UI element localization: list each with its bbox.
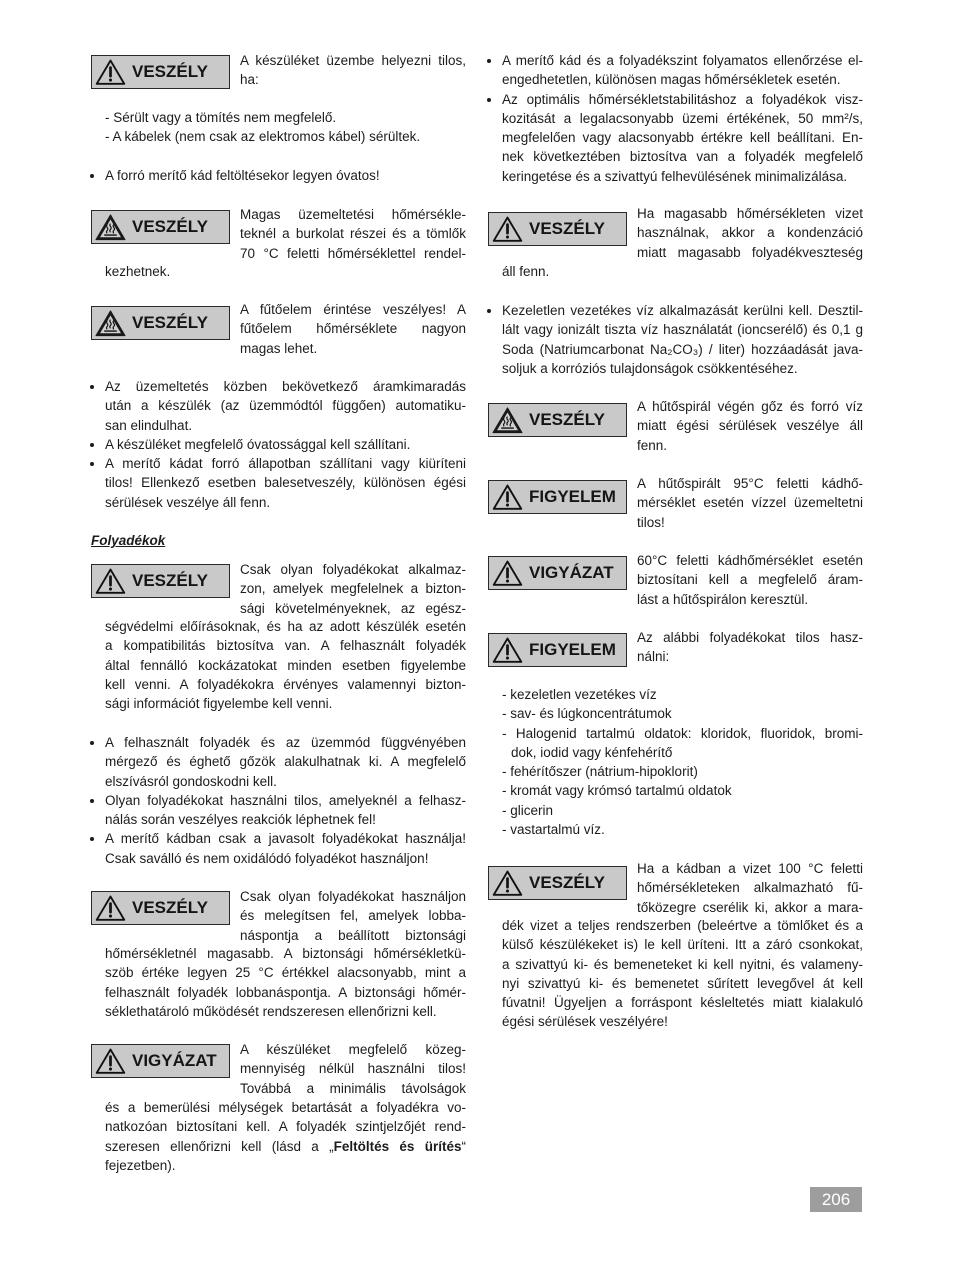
chapter-reference: Feltöltés és ürítés bbox=[333, 1138, 462, 1154]
text-line: és melegítsen fel, amelyek lobba- bbox=[240, 908, 466, 924]
text-line: hőmérsékletnél magasabb. A biztonsági hőmérsékletkü- bbox=[105, 946, 466, 961]
text-line: biztosítani kell a megfelelő áram- bbox=[637, 572, 863, 588]
hot-surface-icon bbox=[95, 213, 126, 241]
danger-text-continued bbox=[502, 916, 863, 1032]
text-line: Ha magasabb hőmérsékleten vizet bbox=[637, 206, 863, 221]
text-line: dék vizet a teljes rendszerben (beleértve a tömlőket és a bbox=[502, 918, 863, 933]
danger-label-text: VESZÉLY bbox=[132, 571, 208, 590]
notice-text bbox=[637, 628, 863, 667]
text-line: mérséklet esetén vízzel üzemeltetni bbox=[637, 495, 863, 511]
danger-label-text: VESZÉLY bbox=[132, 313, 208, 332]
text-line: lált vagy ionizált tiszta víz használatát (ioncserélő) és 0,1 g bbox=[502, 322, 863, 338]
list-item bbox=[502, 762, 863, 781]
danger-label-text: VESZÉLY bbox=[529, 410, 605, 429]
text-line: ségvédelmi előírásoknak, és ha az adott készülék esetén bbox=[105, 619, 466, 634]
text-line: tőközegre cserélik ki, akkor a mara- bbox=[637, 899, 863, 915]
text-line: külső készülékeket is) le kell üríteni. Itt a záró csonkokat, bbox=[502, 937, 863, 953]
warning-icon bbox=[492, 869, 523, 897]
bullet-item bbox=[105, 454, 466, 512]
list-item bbox=[502, 781, 863, 800]
text-line: - glicerin bbox=[502, 802, 554, 818]
warning-icon bbox=[492, 215, 523, 243]
text-line: Az alábbi folyadékokat tilos hasz- bbox=[637, 630, 863, 645]
text-line: - sav- és lúgkoncentrátumok bbox=[502, 706, 672, 722]
text-line: kell venni. A folyadékokra érvényes valamennyi bizton- bbox=[105, 676, 466, 692]
danger-text bbox=[240, 887, 466, 945]
list-item bbox=[502, 801, 863, 820]
warning-icon bbox=[492, 636, 523, 664]
text-line: Csak saválló és nem oxidálódó folyadékot használjon! bbox=[105, 850, 429, 866]
text-line: - kromát vagy krómsó tartalmú oldatok bbox=[502, 783, 732, 799]
text-line: - kezeletlen vezetékes víz bbox=[502, 687, 657, 702]
bullet-item bbox=[502, 90, 863, 186]
text-line: a szivattyú ki- és bemeneteket ki kell nyitni, és valameny- bbox=[502, 956, 863, 972]
danger-text-continued bbox=[105, 262, 466, 281]
warning-icon bbox=[95, 567, 126, 595]
danger-text-continued bbox=[502, 262, 863, 281]
list-item bbox=[105, 108, 466, 127]
warning-icon bbox=[95, 1047, 126, 1075]
text-line: égési sérülések veszélyére! bbox=[502, 1014, 668, 1030]
text-line: sérülések veszélye áll fenn. bbox=[105, 494, 271, 510]
text-line: - Sérült vagy a tömítés nem megfelelő. bbox=[105, 110, 337, 125]
text-line: - A kábelek (nem csak az elektromos kábel) sérültek. bbox=[105, 129, 421, 145]
text-line: zon, amelyek megfelelnek a bizton- bbox=[240, 581, 466, 597]
text-line: san elindulhat. bbox=[105, 417, 193, 433]
bullet-list bbox=[488, 301, 863, 378]
text-line: felhasznált folyadék lobbanáspontja. A biztonsági hőmér- bbox=[105, 984, 466, 1000]
notice-label bbox=[488, 480, 627, 514]
text-line: keringetése és a szivattyú felhevülésének minimalizálása. bbox=[502, 168, 848, 184]
hot-surface-icon bbox=[492, 406, 523, 434]
text-line: A készüléket megfelelő közeg- bbox=[240, 1042, 466, 1057]
text-line: elszívásról gondoskodni kell. bbox=[105, 773, 277, 789]
text-line: mérgező és éghető gőzök alakulhatnak ki. A megfelelő bbox=[105, 754, 466, 770]
danger-text bbox=[240, 560, 466, 618]
text-line: kezhetnek. bbox=[105, 264, 171, 279]
list-item bbox=[502, 704, 863, 723]
text-line: áll fenn. bbox=[502, 264, 550, 279]
bullet-item bbox=[105, 733, 466, 791]
text-line: 70 °C feletti hőmérséklettel rendel- bbox=[240, 245, 466, 261]
text-line: Soda (Natriumcarbonat Na₂CO₃) / liter) hozzáadását java- bbox=[502, 341, 863, 357]
bullet-item bbox=[105, 377, 466, 435]
danger-text-continued bbox=[105, 944, 466, 1021]
bullet-item bbox=[105, 166, 466, 185]
danger-label bbox=[91, 306, 230, 340]
text-line: és a bemerülési mélységek betartását a folyadékra vo- bbox=[105, 1100, 466, 1115]
bullet-item bbox=[105, 791, 466, 830]
caution-label bbox=[91, 1044, 230, 1078]
caution-label-text: VIGYÁZAT bbox=[529, 563, 614, 582]
list-item bbox=[105, 127, 466, 146]
caution-label bbox=[488, 556, 627, 590]
text-line: - vastartalmú víz. bbox=[502, 822, 605, 838]
text-line: • Az optimális hőmérsékletstabilitáshoz a folyadékok visz- bbox=[502, 91, 863, 107]
text-line: • A készüléket megfelelő óvatossággal kell szállítani. bbox=[105, 436, 411, 452]
danger-label-text: VESZÉLY bbox=[132, 62, 208, 81]
danger-label-text: VESZÉLY bbox=[132, 217, 208, 236]
text-line: mennyiség nélkül használni tilos! bbox=[240, 1061, 466, 1077]
text-line: kozitását a legalacsonyabb üzemi értékének, 50 mm²/s, bbox=[502, 110, 863, 126]
notice-label-text: FIGYELEM bbox=[529, 487, 616, 506]
text-line: engedhetetlen, különösen magas hőmérsékletek esetén. bbox=[502, 72, 841, 88]
bullet-item bbox=[502, 301, 863, 378]
bullet-item bbox=[105, 829, 466, 868]
text-line: tilos! Ellenkező esetben balesetveszély, különösen égési bbox=[105, 475, 466, 491]
text-line: Ha a kádban a vizet 100 °C feletti bbox=[637, 861, 863, 876]
text-line: séklethatároló működését rendszeresen ellenőrizni kell. bbox=[105, 1003, 437, 1019]
danger-label bbox=[91, 564, 230, 598]
bullet-list bbox=[91, 733, 466, 868]
warning-icon bbox=[492, 559, 523, 587]
list-item bbox=[502, 724, 863, 763]
text-line: által fennálló kockázatokat minden esetben figyelembe bbox=[105, 657, 466, 673]
text-line: miatt égési sérülések veszélye áll bbox=[637, 418, 863, 434]
text-line: • A merítő kád és a folyadékszint folyamatos ellenőrzése el- bbox=[502, 53, 863, 68]
bullet-list bbox=[91, 166, 466, 185]
danger-label bbox=[91, 891, 230, 925]
danger-text bbox=[637, 204, 863, 262]
text-line: magas lehet. bbox=[240, 340, 318, 356]
text-line: miatt magasabb folyadékveszteség bbox=[637, 244, 863, 260]
text-line: • Kezeletlen vezetékes víz alkalmazását kerülni kell. Desztil- bbox=[502, 303, 863, 318]
text-segment: “ bbox=[461, 1138, 466, 1154]
forbidden-liquids-list bbox=[502, 685, 863, 839]
danger-text-continued bbox=[105, 617, 466, 713]
bullet-item bbox=[105, 435, 466, 454]
text-line: hőmérsékleteken alkalmazható fű- bbox=[637, 880, 863, 896]
text-line: sági információt figyelembe kell venni. bbox=[105, 696, 333, 712]
text-line: • A forró merítő kád feltöltésekor legyen óvatos! bbox=[105, 168, 380, 183]
text-line: után a készülék (az üzemmódtól függően) automatiku- bbox=[105, 398, 466, 414]
text-line: 60°C feletti kádhőmérséklet esetén bbox=[637, 553, 863, 568]
text-line: fúvatni! Ügyeljen a forráspont késleltetés miatt kialakuló bbox=[502, 995, 863, 1011]
text-line: - fehérítőszer (nátrium-hipoklorit) bbox=[502, 764, 698, 780]
text-line: • Olyan folyadékokat használni tilos, amelyeknél a felhasz- bbox=[105, 792, 466, 808]
list-item bbox=[502, 685, 863, 704]
text-line: szöb értéke legyen 25 °C értékkel alacsonyabb, mint a bbox=[105, 965, 466, 981]
text-line: a kompatibilitás biztosítva van. A felhasznált folyadék bbox=[105, 638, 466, 654]
danger-label-text: VESZÉLY bbox=[132, 898, 208, 917]
danger-label-text: VESZÉLY bbox=[529, 219, 605, 238]
condition-list bbox=[105, 108, 466, 147]
text-line: tilos! bbox=[637, 514, 665, 530]
text-line: fenn. bbox=[637, 437, 668, 453]
danger-label bbox=[91, 55, 230, 89]
text-segment: szeresen ellenőrizni kell (lásd a „ bbox=[105, 1138, 334, 1154]
caution-text bbox=[240, 1040, 466, 1098]
text-line: teknél a burkolat részei és a tömlők bbox=[240, 226, 466, 242]
text-line: sági követelményeknek, az egész- bbox=[240, 600, 466, 616]
notice-label bbox=[488, 633, 627, 667]
text-line: Csak olyan folyadékokat alkalmaz- bbox=[240, 562, 466, 577]
warning-icon bbox=[95, 894, 126, 922]
text-line: használnak, akkor a kondenzáció bbox=[637, 225, 863, 241]
danger-label bbox=[91, 210, 230, 244]
text-line: ha: bbox=[240, 72, 259, 88]
text-line: náspontja a beállított biztonsági bbox=[240, 927, 466, 943]
text-line: A hűtőspirált 95°C feletti kádhő- bbox=[637, 476, 863, 491]
danger-label bbox=[488, 212, 627, 246]
text-line: A fűtőelem érintése veszélyes! A bbox=[240, 302, 466, 317]
text-line: nyi szivattyú ki- és bemenetet sűrített levegővel át kell bbox=[502, 975, 863, 991]
bullet-list bbox=[91, 377, 466, 512]
bullet-item bbox=[502, 51, 863, 90]
text-line: natkozóan biztosítani kell. A folyadék szintjelzőjét rend- bbox=[105, 1119, 466, 1135]
danger-label-text: VESZÉLY bbox=[529, 873, 605, 892]
bullet-list bbox=[488, 51, 863, 186]
text-line: fűtőelem hőmérséklete nagyon bbox=[240, 321, 466, 337]
notice-label-text: FIGYELEM bbox=[529, 640, 616, 659]
text-line: soljuk a korróziós tulajdonságok csökkentéséhez. bbox=[502, 360, 798, 376]
danger-label bbox=[488, 403, 627, 437]
text-line bbox=[105, 1137, 466, 1156]
text-line: lást a hűtőspirálon keresztül. bbox=[637, 591, 809, 607]
list-item bbox=[502, 820, 863, 839]
text-line: Magas üzemeltetési hőmérsékle- bbox=[240, 207, 466, 222]
warning-icon bbox=[492, 483, 523, 511]
text-line: • A felhasznált folyadék és az üzemmód függvényében bbox=[105, 735, 466, 750]
text-line: fejezetben). bbox=[105, 1157, 176, 1173]
caution-text-continued bbox=[105, 1098, 466, 1175]
danger-text bbox=[240, 205, 466, 263]
caution-text bbox=[637, 551, 863, 609]
text-line: Továbbá a minimális távolságok bbox=[240, 1080, 466, 1096]
danger-text bbox=[240, 300, 466, 358]
text-line: • A merítő kádban csak a javasolt folyadékokat használja! bbox=[105, 831, 466, 847]
text-line: nek következtében biztosítva van a folyadék megfelelő bbox=[502, 149, 863, 165]
text-line: nálás során veszélyes reakciók léphetnek fel! bbox=[105, 812, 376, 828]
danger-text bbox=[637, 859, 863, 917]
warning-icon bbox=[95, 58, 126, 86]
notice-text bbox=[637, 474, 863, 532]
section-heading: Folyadékok bbox=[91, 533, 166, 548]
hot-surface-icon bbox=[95, 309, 126, 337]
text-line: Csak olyan folyadékokat használjon bbox=[240, 889, 466, 904]
danger-label bbox=[488, 866, 627, 900]
text-line: A hűtőspirál végén gőz és forró víz bbox=[637, 399, 863, 414]
caution-label-text: VIGYÁZAT bbox=[132, 1051, 217, 1070]
text-line: dok, iodid vagy kénfehérítő bbox=[511, 744, 673, 760]
text-line: megfelelően vagy alacsonyabb értékre kell beállítani. En- bbox=[502, 130, 863, 146]
text-line: • A merítő kádat forró állapotban szállítani vagy kiüríteni bbox=[105, 456, 466, 472]
text-line: nálni: bbox=[637, 649, 670, 665]
text-line: • Az üzemeltetés közben bekövetkező áramkimaradás bbox=[105, 379, 466, 394]
danger-text bbox=[637, 397, 863, 455]
text-line: - Halogenid tartalmú oldatok: kloridok, fluoridok, bromi- bbox=[502, 725, 863, 741]
text-line: A készüléket üzembe helyezni tilos, bbox=[240, 53, 466, 68]
page-number: 206 bbox=[810, 1187, 862, 1212]
danger-text bbox=[240, 51, 466, 90]
